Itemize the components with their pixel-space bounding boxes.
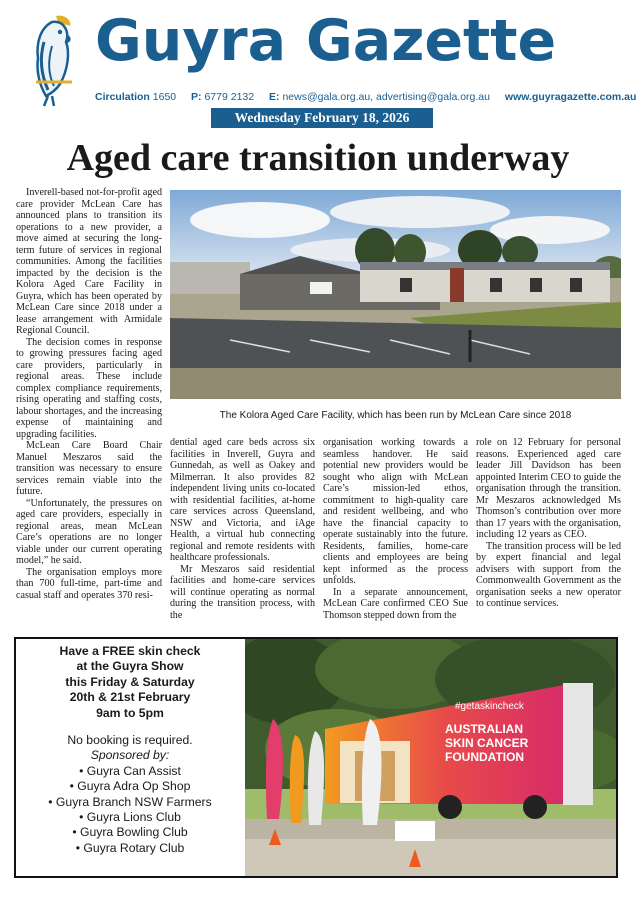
skin-check-truck-photo — [245, 639, 616, 876]
paragraph: McLean Care Board Chair Manuel Meszaros said the transition was necessary to ensure services remain viable into the future. — [16, 440, 162, 497]
photo-caption: The Kolora Aged Care Facility, which has been run by McLean Care since 2018 — [219, 410, 572, 421]
article-column-3 — [323, 437, 468, 621]
article-column-4 — [476, 437, 621, 610]
sponsor-item: • Guyra Rotary Club — [75, 840, 185, 855]
paragraph: Mr Meszaros said residential facilities and home-care services will continue operating as normal during the transition process, with the — [170, 563, 315, 621]
article-column-1 — [16, 187, 162, 601]
circulation-value: 1650 — [152, 91, 177, 103]
paragraph: role on 12 February for personal reasons. Experienced aged care leader Jill Davidson has been appointed Interim CEO to guide the organisation through the transition. Mr Meszaros acknowledged Ms Thomson’s contribution over more than 17 years with the organisation, including 12 years as CEO. — [476, 437, 621, 540]
paragraph: organisation working towards a seamless handover. He said potential new providers would be sought who align with McLean Care’s mission-led ethos, commitment to high-quality care and resident wellbeing, and who have the financial capacity to operate sustainably into the future. Residents, families, home-care clients and employees are being kept informed as the process unfolds. — [323, 437, 468, 586]
phone-value: 6779 2132 — [204, 91, 255, 103]
sponsor-item: • Guyra Bowling Club — [72, 825, 188, 840]
circulation-label: Circulation — [95, 91, 150, 103]
paragraph: In a separate announcement, McLean Care confirmed CEO Sue Thomson stepped down from the — [323, 586, 468, 621]
sponsor-heading: Sponsored by: — [90, 748, 170, 763]
email-value[interactable]: news@gala.org.au, advertising@gala.org.au — [282, 91, 490, 103]
paragraph: dential aged care beds across six facilities in Inverell, Guyra and Gunnedah, as well as Oakey and Milmerran. It also provides 82 independent living units co-located with residential facilities, at-home care services across Queensland, NSW and Victoria, and iAge Health, a virtual hub connecting regional and remote residents with healthcare professionals. — [170, 437, 315, 563]
sponsor-item: • Guyra Branch NSW Farmers — [48, 794, 212, 809]
sponsor-item: • Guyra Adra Op Shop — [69, 779, 191, 794]
cockatoo-logo-icon — [30, 12, 76, 108]
advert-headline-line: 9am to 5pm — [96, 705, 164, 720]
sponsor-item: • Guyra Lions Club — [79, 810, 181, 825]
issue-date: Wednesday February 18, 2026 — [211, 108, 433, 128]
truck-text-line: FOUNDATION — [445, 750, 525, 764]
email-label: E: — [269, 91, 280, 103]
sponsor-item: • Guyra Can Assist — [79, 763, 181, 778]
article-headline: Aged care transition underway — [66, 137, 570, 179]
advert-text — [16, 644, 244, 856]
contact-line — [95, 91, 636, 103]
phone-label: P: — [191, 91, 202, 103]
advert-headline-line: Have a FREE skin check — [59, 644, 201, 658]
advert-headline-line: this Friday & Saturday — [65, 674, 195, 689]
truck-hashtag: #getaskincheck — [455, 701, 524, 712]
paragraph: The decision comes in response to growing pressures facing aged care providers, particularly in regional areas. These include complex compliance requirements, rising operating and staffing costs, labour shortages, and the increasing expense of maintaining and upgrading facilities. — [16, 336, 162, 440]
paragraph: Inverell-based not-for-profit aged care provider McLean Care has announced plans to transition its operations to a new provider, a move aimed at securing the long-term future of services in regional communities. Among the facilities impacted by the decision is the Kolora Aged Care Facility in Guyra, which has been operated by McLean Care since 2018 under a lease arrangement with Armidale Regional Council. — [16, 187, 162, 336]
masthead-title: Guyra Gazette — [95, 8, 557, 74]
paragraph: “Unfortunately, the pressures on aged care providers, especially in regional areas, mean McLean Care’s operations are no longer viable under our current operating model,” he said. — [16, 497, 162, 566]
advert-headline-line: at the Guyra Show — [76, 659, 184, 674]
paragraph: The organisation employs more than 700 full-time, part-time and casual staff and operates 370 resi- — [16, 566, 162, 601]
truck-text-line: AUSTRALIAN — [445, 722, 523, 736]
advert-headline-line: 20th & 21st February — [69, 690, 191, 705]
article-column-2 — [170, 437, 315, 621]
truck-text-line: SKIN CANCER — [445, 736, 529, 750]
advert-note: No booking is required. — [67, 733, 193, 748]
kolora-facility-photo — [170, 190, 621, 399]
website-link[interactable]: www.guyragazette.com.au — [504, 91, 636, 103]
paragraph: The transition process will be led by expert financial and legal advisers with support from the Commonwealth Government as the organisation seeks a new operator to continue services. — [476, 540, 621, 609]
